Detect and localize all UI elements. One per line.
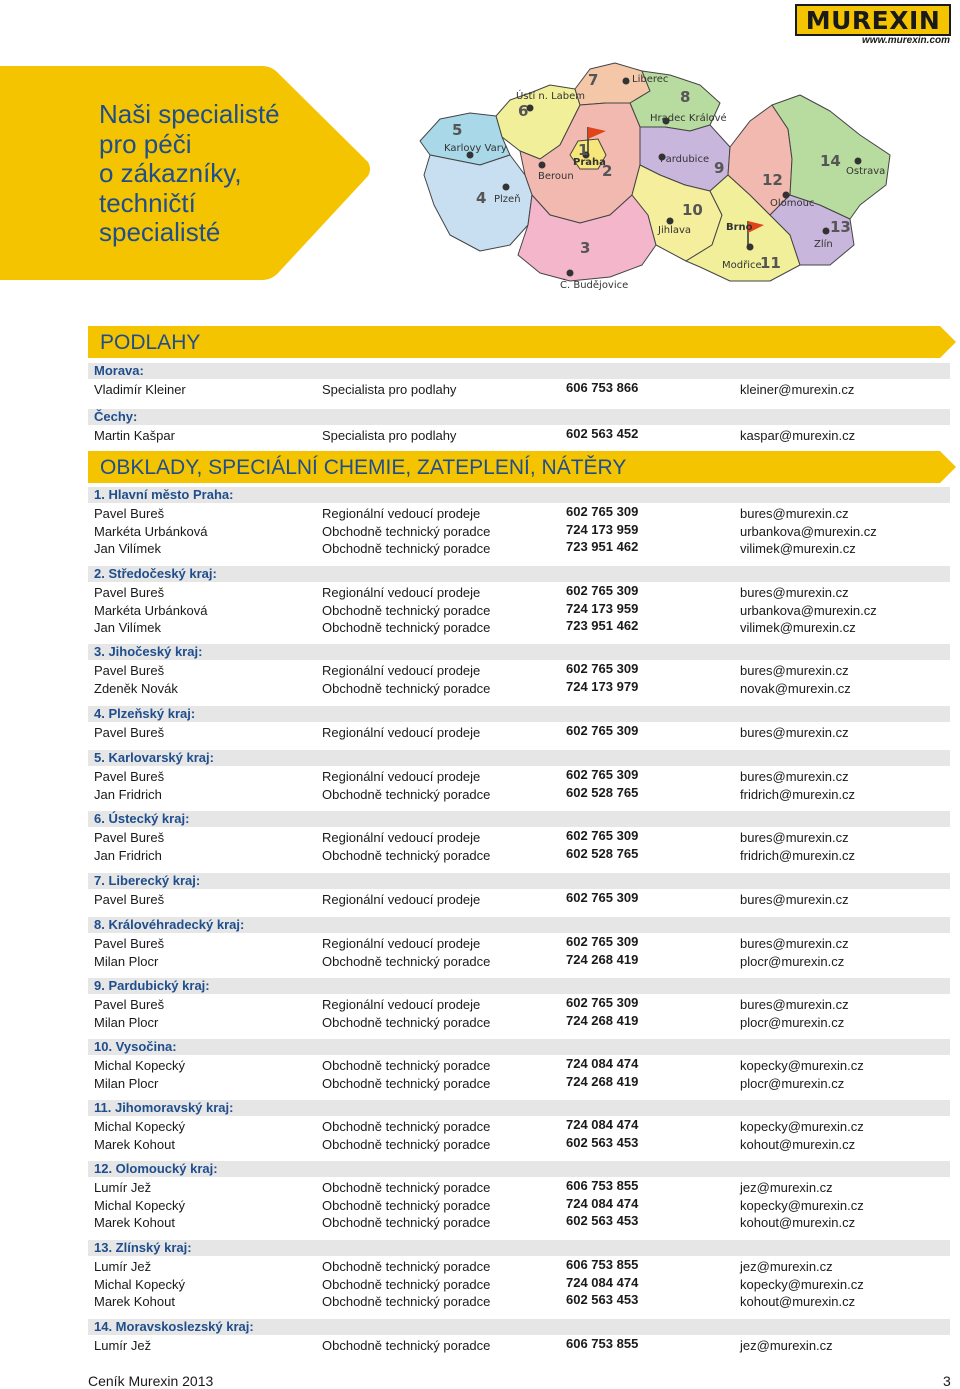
contact-role: Obchodně technický poradce <box>322 680 491 696</box>
contact-row <box>94 619 954 637</box>
map-city-label: Ústí n. Labem <box>516 91 586 102</box>
contact-email[interactable]: jez@murexin.cz <box>740 1259 833 1274</box>
map-region-number: 9 <box>714 159 725 177</box>
map-city-label: Jihlava <box>658 225 692 236</box>
map-region-number: 8 <box>680 88 691 106</box>
contact-row <box>94 1014 954 1032</box>
contact-phone: 724 268 419 <box>566 1012 639 1028</box>
contact-role: Regionální vedoucí prodeje <box>322 585 481 600</box>
contact-role: Obchodně technický poradce <box>322 541 491 557</box>
contact-phone: 602 765 309 <box>566 504 639 519</box>
map-region-number: 3 <box>580 239 591 257</box>
contact-role: Regionální vedoucí prodeje <box>322 663 481 678</box>
contact-phone: 724 268 419 <box>566 1073 639 1089</box>
region-header: 9. Pardubický kraj: <box>88 978 950 994</box>
contact-name: Pavel Bureš <box>94 936 165 951</box>
map-city-label: Brno <box>726 222 753 233</box>
contact-name: Michal Kopecký <box>94 1119 186 1134</box>
map-region-number: 12 <box>762 171 783 189</box>
map-region-number: 6 <box>518 102 529 120</box>
contact-name: Martin Kašpar <box>94 428 175 443</box>
region-header: 3. Jihočeský kraj: <box>88 644 950 660</box>
contact-role: Obchodně technický poradce <box>322 1294 491 1310</box>
contact-email[interactable]: jez@murexin.cz <box>740 1180 833 1195</box>
hero-title-line: pro péči <box>99 128 192 159</box>
contact-name: Jan Vilímek <box>94 541 161 557</box>
map-city-label: Pardubice <box>660 154 710 165</box>
contact-row <box>94 1075 954 1093</box>
contact-role: Obchodně technický poradce <box>322 1075 491 1091</box>
contact-row <box>94 1214 954 1232</box>
region-header: 13. Zlínský kraj: <box>88 1240 950 1256</box>
region-header: 1. Hlavní město Praha: <box>88 487 950 503</box>
contact-row <box>94 768 954 786</box>
contact-phone: 602 563 453 <box>566 1213 639 1229</box>
contact-email[interactable]: urbankova@murexin.cz <box>740 523 877 539</box>
contact-name: Marek Kohout <box>94 1136 175 1152</box>
map-city-label: Olomouc <box>770 198 815 209</box>
map-city-label: Zlín <box>814 239 833 250</box>
contact-name: Pavel Bureš <box>94 769 165 784</box>
contact-role: Obchodně technický poradce <box>322 602 491 618</box>
contact-name: Michal Kopecký <box>94 1276 186 1292</box>
contact-email[interactable]: vilimek@murexin.cz <box>740 541 856 557</box>
contact-row <box>94 1179 954 1197</box>
contact-email[interactable]: bures@murexin.cz <box>740 830 849 845</box>
contact-name: Zdeněk Novák <box>94 680 178 696</box>
contact-role: Obchodně technický poradce <box>322 1180 491 1195</box>
contact-phone: 723 951 462 <box>566 539 639 555</box>
map-city-label: Plzeň <box>494 194 521 205</box>
region-header: 12. Olomoucký kraj: <box>88 1161 950 1177</box>
contact-name: Pavel Bureš <box>94 585 165 600</box>
contact-phone: 724 173 959 <box>566 600 639 616</box>
map-region-number: 2 <box>602 162 613 180</box>
contact-role: Regionální vedoucí prodeje <box>322 830 481 845</box>
contact-email[interactable]: kaspar@murexin.cz <box>740 428 856 443</box>
contact-role: Obchodně technický poradce <box>322 1215 491 1231</box>
map-city-label: Beroun <box>538 171 574 182</box>
contact-phone: 724 084 474 <box>566 1056 639 1071</box>
contact-role: Obchodně technický poradce <box>322 1338 491 1353</box>
contact-name: Vladimír Kleiner <box>94 382 186 397</box>
contact-row <box>94 935 954 953</box>
contact-name: Lumír Jež <box>94 1259 152 1274</box>
contact-role: Regionální vedoucí prodeje <box>322 769 481 784</box>
page-number: 3 <box>943 1373 951 1389</box>
contact-row <box>94 953 954 971</box>
contact-role: Obchodně technický poradce <box>322 1276 491 1292</box>
region-header: 7. Liberecký kraj: <box>88 873 950 889</box>
map-city-label: Liberec <box>632 74 669 85</box>
contact-name: Milan Plocr <box>94 953 159 969</box>
contact-email[interactable]: bures@murexin.cz <box>740 769 849 784</box>
contact-role: Regionální vedoucí prodeje <box>322 936 481 951</box>
map-region-number: 4 <box>476 189 487 207</box>
contact-role: Obchodně technický poradce <box>322 1119 491 1134</box>
contact-role: Regionální vedoucí prodeje <box>322 506 481 521</box>
contact-phone: 602 765 309 <box>566 995 639 1010</box>
contact-row <box>94 1293 954 1311</box>
region-header: Morava: <box>88 363 950 379</box>
contact-row <box>94 381 954 399</box>
map-city-label: Hradec Králové <box>650 113 727 124</box>
contact-row <box>94 829 954 847</box>
hero-title-line: specialisté <box>99 217 221 247</box>
contact-row <box>94 1276 954 1294</box>
contact-email[interactable]: kopecky@murexin.cz <box>740 1276 864 1292</box>
contact-email[interactable]: kohout@murexin.cz <box>740 1294 856 1310</box>
contact-phone: 724 084 474 <box>566 1195 639 1211</box>
contact-email[interactable]: plocr@murexin.cz <box>740 1014 845 1030</box>
contact-row <box>94 724 954 742</box>
contact-row <box>94 1197 954 1215</box>
contact-role: Regionální vedoucí prodeje <box>322 997 481 1012</box>
contact-phone: 602 765 309 <box>566 583 639 598</box>
contact-row <box>94 662 954 680</box>
contact-row <box>94 584 954 602</box>
contact-row <box>94 680 954 698</box>
hero-title-line: Naši specialisté <box>99 99 280 129</box>
map-region-number: 14 <box>820 152 841 170</box>
contact-phone: 602 765 309 <box>566 723 639 738</box>
contact-row <box>94 891 954 909</box>
murexin-logo <box>795 4 951 36</box>
contact-name: Markéta Urbánková <box>94 602 208 618</box>
contact-name: Jan Fridrich <box>94 847 162 863</box>
contact-row <box>94 847 954 865</box>
hero-title-line: o zákazníky, <box>99 158 242 188</box>
contact-row <box>94 786 954 804</box>
contact-email[interactable]: novak@murexin.cz <box>740 680 851 696</box>
section-header <box>88 326 958 358</box>
contact-role: Obchodně technický poradce <box>322 1259 491 1274</box>
contact-name: Michal Kopecký <box>94 1058 186 1073</box>
footer-title: Ceník Murexin 2013 <box>88 1373 214 1389</box>
contact-role: Obchodně technický poradce <box>322 620 491 636</box>
contact-phone: 602 765 309 <box>566 767 639 782</box>
czech-regions-map <box>410 55 960 295</box>
region-header: 5. Karlovarský kraj: <box>88 750 950 766</box>
region-header: 10. Vysočina: <box>88 1039 950 1055</box>
contact-phone: 602 563 453 <box>566 1292 639 1308</box>
section-header <box>88 451 958 483</box>
contact-email[interactable]: bures@murexin.cz <box>740 936 849 951</box>
region-header: 11. Jihomoravský kraj: <box>88 1100 950 1116</box>
contact-name: Milan Plocr <box>94 1014 159 1030</box>
contact-phone: 724 084 474 <box>566 1274 639 1290</box>
contact-email[interactable]: bures@murexin.cz <box>740 997 849 1012</box>
contact-email[interactable]: kopecky@murexin.cz <box>740 1058 864 1073</box>
contact-name: Markéta Urbánková <box>94 523 208 539</box>
contact-role: Specialista pro podlahy <box>322 382 457 397</box>
map-region-number: 7 <box>588 71 599 89</box>
logo-url[interactable]: www.murexin.com <box>862 35 950 46</box>
contact-email[interactable]: kleiner@murexin.cz <box>740 382 855 397</box>
contact-email[interactable]: vilimek@murexin.cz <box>740 620 856 636</box>
contact-role: Obchodně technický poradce <box>322 786 491 802</box>
contact-name: Pavel Bureš <box>94 830 165 845</box>
contact-phone: 602 528 765 <box>566 784 639 800</box>
contact-role: Obchodně technický poradce <box>322 523 491 539</box>
contact-phone: 724 268 419 <box>566 951 639 967</box>
contact-name: Marek Kohout <box>94 1215 175 1231</box>
contact-name: Lumír Jež <box>94 1180 152 1195</box>
contact-email[interactable]: jez@murexin.cz <box>740 1338 833 1353</box>
contact-name: Pavel Bureš <box>94 892 165 907</box>
contact-email[interactable]: bures@murexin.cz <box>740 506 849 521</box>
map-region-number: 11 <box>760 254 781 272</box>
contact-email[interactable]: bures@murexin.cz <box>740 663 849 678</box>
contact-email[interactable]: fridrich@murexin.cz <box>740 847 856 863</box>
contact-phone: 602 563 453 <box>566 1134 639 1150</box>
contact-row <box>94 505 954 523</box>
contact-row <box>94 427 954 445</box>
contact-name: Jan Vilímek <box>94 620 161 636</box>
contact-email[interactable]: bures@murexin.cz <box>740 725 849 740</box>
contact-name: Pavel Bureš <box>94 506 165 521</box>
contact-email[interactable]: fridrich@murexin.cz <box>740 786 856 802</box>
contact-row <box>94 996 954 1014</box>
region-header: 8. Královéhradecký kraj: <box>88 917 950 933</box>
map-city-label: Praha <box>573 157 606 168</box>
contact-phone: 602 765 309 <box>566 661 639 676</box>
contact-name: Marek Kohout <box>94 1294 175 1310</box>
contact-row <box>94 1337 954 1355</box>
map-city-label: Č. Budějovice <box>560 280 629 291</box>
region-header: Čechy: <box>88 409 950 425</box>
contact-email[interactable]: bures@murexin.cz <box>740 892 849 907</box>
contact-phone: 606 753 855 <box>566 1257 639 1272</box>
contact-email[interactable]: urbankova@murexin.cz <box>740 602 877 618</box>
contact-row <box>94 1258 954 1276</box>
contact-row <box>94 602 954 620</box>
contact-phone: 602 765 309 <box>566 934 639 949</box>
section-title: PODLAHY <box>100 331 201 354</box>
contact-role: Specialista pro podlahy <box>322 428 457 443</box>
region-header: 4. Plzeňský kraj: <box>88 706 950 722</box>
region-header: 14. Moravskoslezský kraj: <box>88 1319 950 1335</box>
contact-phone: 602 765 309 <box>566 890 639 905</box>
contact-phone: 606 753 866 <box>566 380 639 395</box>
contact-phone: 602 528 765 <box>566 845 639 861</box>
contact-name: Pavel Bureš <box>94 725 165 740</box>
logo-text: MUREXIN <box>805 5 941 35</box>
map-region-number: 13 <box>830 218 851 236</box>
contact-phone: 724 173 959 <box>566 521 639 537</box>
contact-role: Obchodně technický poradce <box>322 1136 491 1152</box>
contact-name: Pavel Bureš <box>94 997 165 1012</box>
contact-role: Regionální vedoucí prodeje <box>322 725 481 740</box>
map-city-label: Ostrava <box>846 166 886 177</box>
contact-role: Obchodně technický poradce <box>322 1014 491 1030</box>
contact-row <box>94 523 954 541</box>
map-region-number: 1 <box>578 141 589 159</box>
contact-role: Obchodně technický poradce <box>322 1197 491 1213</box>
contact-name: Pavel Bureš <box>94 663 165 678</box>
contact-role: Obchodně technický poradce <box>322 953 491 969</box>
contact-role: Obchodně technický poradce <box>322 1058 491 1073</box>
contact-phone: 723 951 462 <box>566 618 639 634</box>
region-header: 2. Středočeský kraj: <box>88 566 950 582</box>
contact-row <box>94 1118 954 1136</box>
map-city-label: Karlovy Vary <box>444 143 507 154</box>
map-region-number: 5 <box>452 121 463 139</box>
contact-phone: 602 563 452 <box>566 426 639 441</box>
hero-title <box>99 100 280 248</box>
region-header: 6. Ústecký kraj: <box>88 811 950 827</box>
contact-email[interactable]: bures@murexin.cz <box>740 585 849 600</box>
contact-email[interactable]: kohout@murexin.cz <box>740 1215 856 1231</box>
contact-email[interactable]: plocr@murexin.cz <box>740 1075 845 1091</box>
contact-email[interactable]: kohout@murexin.cz <box>740 1136 856 1152</box>
map-city-label: Modřice <box>722 260 762 271</box>
hero-title-line: techničtí <box>99 187 196 218</box>
contact-phone: 606 753 855 <box>566 1178 639 1193</box>
contact-phone: 606 753 855 <box>566 1336 639 1351</box>
section-title: OBKLADY, SPECIÁLNÍ CHEMIE, ZATEPLENÍ, NÁTĚRY <box>100 456 627 479</box>
contact-name: Jan Fridrich <box>94 786 162 802</box>
contact-role: Obchodně technický poradce <box>322 847 491 863</box>
contact-phone: 724 084 474 <box>566 1117 639 1132</box>
contact-role: Regionální vedoucí prodeje <box>322 892 481 907</box>
contact-name: Lumír Jež <box>94 1338 152 1353</box>
contact-email[interactable]: kopecky@murexin.cz <box>740 1119 864 1134</box>
map-region-number: 10 <box>682 201 703 219</box>
contact-phone: 602 765 309 <box>566 828 639 843</box>
contact-email[interactable]: plocr@murexin.cz <box>740 953 845 969</box>
contact-phone: 724 173 979 <box>566 678 639 694</box>
contact-row <box>94 540 954 558</box>
contact-email[interactable]: kopecky@murexin.cz <box>740 1197 864 1213</box>
contact-row <box>94 1057 954 1075</box>
contact-name: Milan Plocr <box>94 1075 159 1091</box>
contact-row <box>94 1136 954 1154</box>
contact-name: Michal Kopecký <box>94 1197 186 1213</box>
